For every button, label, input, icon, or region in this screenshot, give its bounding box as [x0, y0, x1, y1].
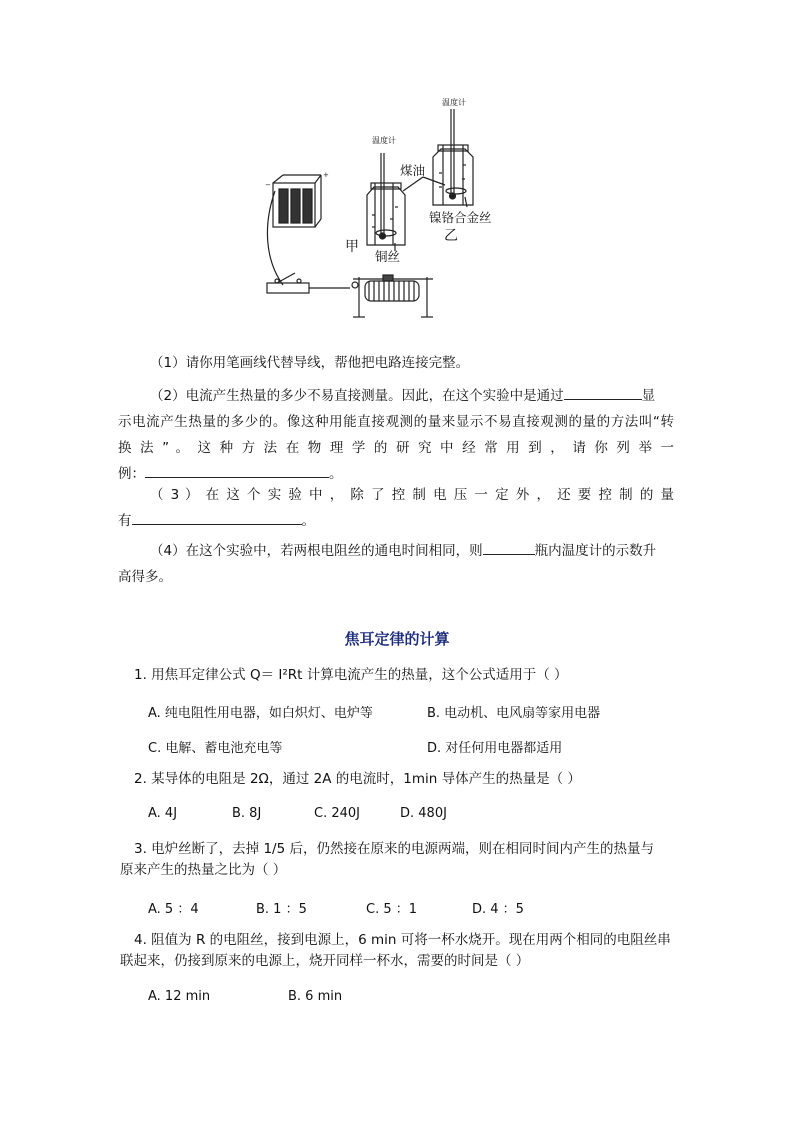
circuit-figure	[255, 95, 505, 327]
thermometer-a-label: 温度计	[372, 136, 396, 145]
question-3-option-a[interactable]: A. 5 ：4	[148, 902, 199, 917]
rheostat-icon	[352, 275, 433, 317]
svg-text:−: −	[265, 181, 271, 189]
thermometer-b-label: 温度计	[442, 98, 466, 107]
nichrome-label: 镍铬合金丝	[429, 210, 492, 225]
question-1-option-b[interactable]: B. 电动机、电风扇等家用电器	[427, 706, 601, 721]
question-1-stem: 1. 用焦耳定律公式 Q＝ I²Rt 计算电流产生的热量，这个公式适用于（ ）	[134, 667, 568, 683]
answer-blank[interactable]	[483, 539, 535, 555]
kerosene-label: 煤油	[400, 163, 426, 178]
copper-label: 铜丝	[375, 249, 401, 264]
question-2-stem: 2. 某导体的电阻是 2Ω，通过 2A 的电流时，1min 导体产生的热量是（ ）	[134, 771, 581, 787]
question-1-option-d[interactable]: D. 对任何用电器都适用	[427, 741, 563, 756]
flask-b-icon	[433, 109, 473, 205]
experiment-q4: （4）在这个实验中，若两根电阻丝的通电时间相同，则 瓶内温度计的示数升 高得多。	[118, 538, 674, 590]
answer-blank[interactable]	[145, 462, 329, 478]
section-title: 焦耳定律的计算	[344, 630, 450, 648]
question-3-option-b[interactable]: B. 1 ：5	[256, 902, 307, 917]
answer-blank[interactable]	[564, 384, 642, 400]
flask-b-name: 乙	[444, 228, 458, 244]
question-2-option-c[interactable]: C. 240J	[314, 806, 360, 821]
question-2-option-b[interactable]: B. 8J	[232, 806, 262, 821]
question-2-option-a[interactable]: A. 4J	[148, 806, 178, 821]
question-3-option-d[interactable]: D. 4 ：5	[472, 902, 524, 917]
question-3-stem-line1: 3. 电炉丝断了，去掉 1/5 后，仍然接在原来的电源两端，则在相同时间内产生的热量与	[134, 841, 654, 857]
question-4-stem-line2: 联起来，仍接到原来的电源上，烧开同样一杯水，需要的时间是（ ）	[120, 953, 530, 969]
question-4-stem-line1: 4. 阻值为 R 的电阻丝，接到电源上，6 min 可将一杯水烧开。现在用两个相同的电阻丝串	[134, 932, 671, 948]
question-2-option-d[interactable]: D. 480J	[400, 806, 447, 821]
experiment-q1: （1）请你用笔画线代替导线，帮他把电路连接完整。	[150, 355, 470, 371]
answer-blank[interactable]	[132, 509, 302, 525]
question-4-option-b[interactable]: B. 6 min	[288, 989, 343, 1004]
experiment-q2: （2）电流产生热量的多少不易直接测量。因此，在这个实验中是通过 显 示电流产生热量的多少的。像这种用能直接观测的量来显示不易直接观测的量的方法叫“转 换 法 ” 。 这 种 方 法 在 物 理 学 的 研 究 中 经 常 用 到 ， 请 你 列 举 一 例： 。	[118, 383, 674, 487]
svg-text:+: +	[323, 171, 329, 179]
switch-icon	[267, 283, 309, 293]
question-4-option-a[interactable]: A. 12 min	[148, 989, 211, 1004]
flask-a-name: 甲	[345, 239, 359, 255]
question-3-option-c[interactable]: C. 5 ：1	[366, 902, 418, 917]
question-1-option-a[interactable]: A. 纯电阻性用电器，如白炽灯、电炉等	[148, 706, 373, 721]
experiment-q3: （ 3 ） 在 这 个 实 验 中 ， 除 了 控 制 电 压 一 定 外 ， 还 要 控 制 的 量 有 。	[118, 487, 674, 529]
question-1-option-c[interactable]: C. 电解、蓄电池充电等	[148, 741, 283, 756]
question-3-stem-line2: 原来产生的热量之比为（ ）	[120, 862, 287, 878]
